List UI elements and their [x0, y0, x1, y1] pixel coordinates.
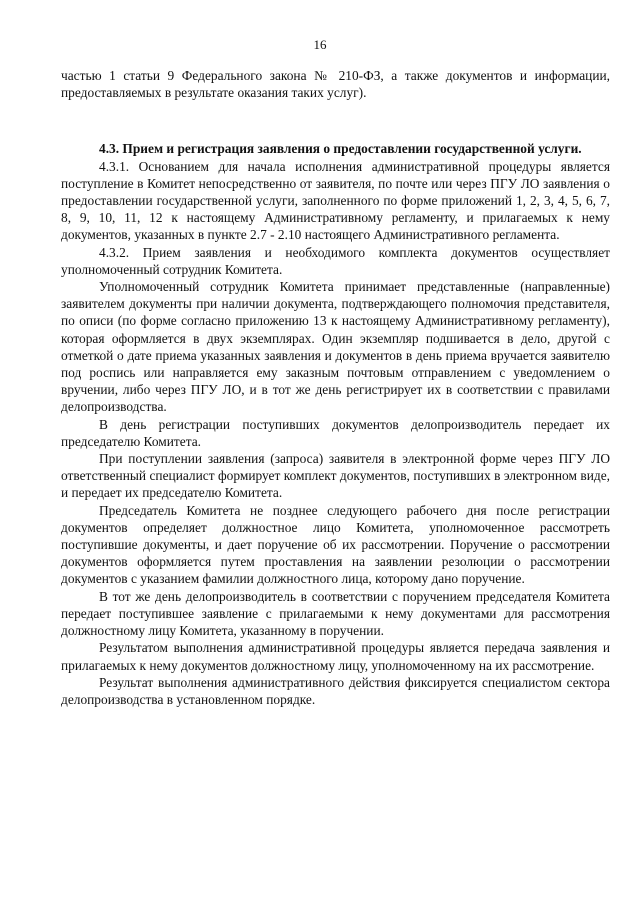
- document-body: [61, 67, 610, 708]
- page-number: 16: [313, 37, 327, 52]
- paragraph-continuation: частью 1 статьи 9 Федерального закона № 210-ФЗ, а также документов и информации, предоставляемых в результате оказания таких услуг).: [61, 68, 610, 101]
- paragraph-authorized-employee: Уполномоченный сотрудник Комитета принимает представленные (направленные) заявителем документы при наличии документа, подтверждающего полномочия представителя, по описи (по форме согласно приложению 13 к настоящему Административному регламенту), которая оформляется в двух экземплярах. Один экземпляр подшивается в дело, другой с отметкой о дате приема указанных заявления и документов в день приема вручается заявителю под роспись или направляется ему заказным почтовым отправлением с уведомлением о вручении, либо через ПГУ ЛО, и в тот же день регистрирует их в соответствии с правилами делопроизводства.: [61, 279, 610, 415]
- paragraph-4-3-1: 4.3.1. Основанием для начала исполнения административной процедуры является поступление в Комитет непосредственно от заявителя, по почте или через ПГУ ЛО заявления о предоставлении государственной услуги, заполненного по форме приложений 1, 2, 3, 4, 5, 6, 7, 8, 9, 10, 11, 12 к настоящему Административному регламенту, и прилагаемых к нему документов, указанных в пункте 2.7 - 2.10 настоящего Административного регламента.: [61, 158, 610, 243]
- paragraph-chairman: Председатель Комитета не позднее следующего рабочего дня после регистрации документов определяет должностное лицо Комитета, уполномоченное рассмотреть поступившие документы, и дает поручение об их рассмотрении. Поручение о рассмотрении документов оформляется путем проставления на заявлении резолюции о рассмотрении документов с указанием фамилии должностного лица, которому дано поручение.: [61, 502, 610, 587]
- section-spacer: [61, 101, 610, 140]
- paragraph-electronic-form: При поступлении заявления (запроса) заявителя в электронной форме через ПГУ ЛО ответственный специалист формирует комплект документов, поступивших в электронном виде, и передает их председателю Комитета.: [61, 451, 610, 501]
- paragraph-same-day: В тот же день делопроизводитель в соответствии с поручением председателя Комитета передает поступившее заявление с прилагаемыми к нему документами для рассмотрения должностному лицу Комитета, указанному в поручении.: [61, 588, 610, 639]
- paragraph-result: Результатом выполнения административной процедуры является передача заявления и прилагаемых к нему документов должностному лицу, уполномоченному на их рассмотрение.: [61, 640, 610, 673]
- paragraph-registration-day: В день регистрации поступивших документов делопроизводитель передает их председателю Комитета.: [61, 416, 610, 449]
- paragraph-fixation: Результат выполнения административного действия фиксируется специалистом сектора делопроизводства в установленном порядке.: [61, 674, 610, 707]
- paragraph-4-3-2: 4.3.2. Прием заявления и необходимого комплекта документов осуществляет уполномоченный сотрудник Комитета.: [61, 244, 610, 277]
- section-heading: 4.3. Прием и регистрация заявления о предоставлении государственной услуги.: [99, 141, 582, 157]
